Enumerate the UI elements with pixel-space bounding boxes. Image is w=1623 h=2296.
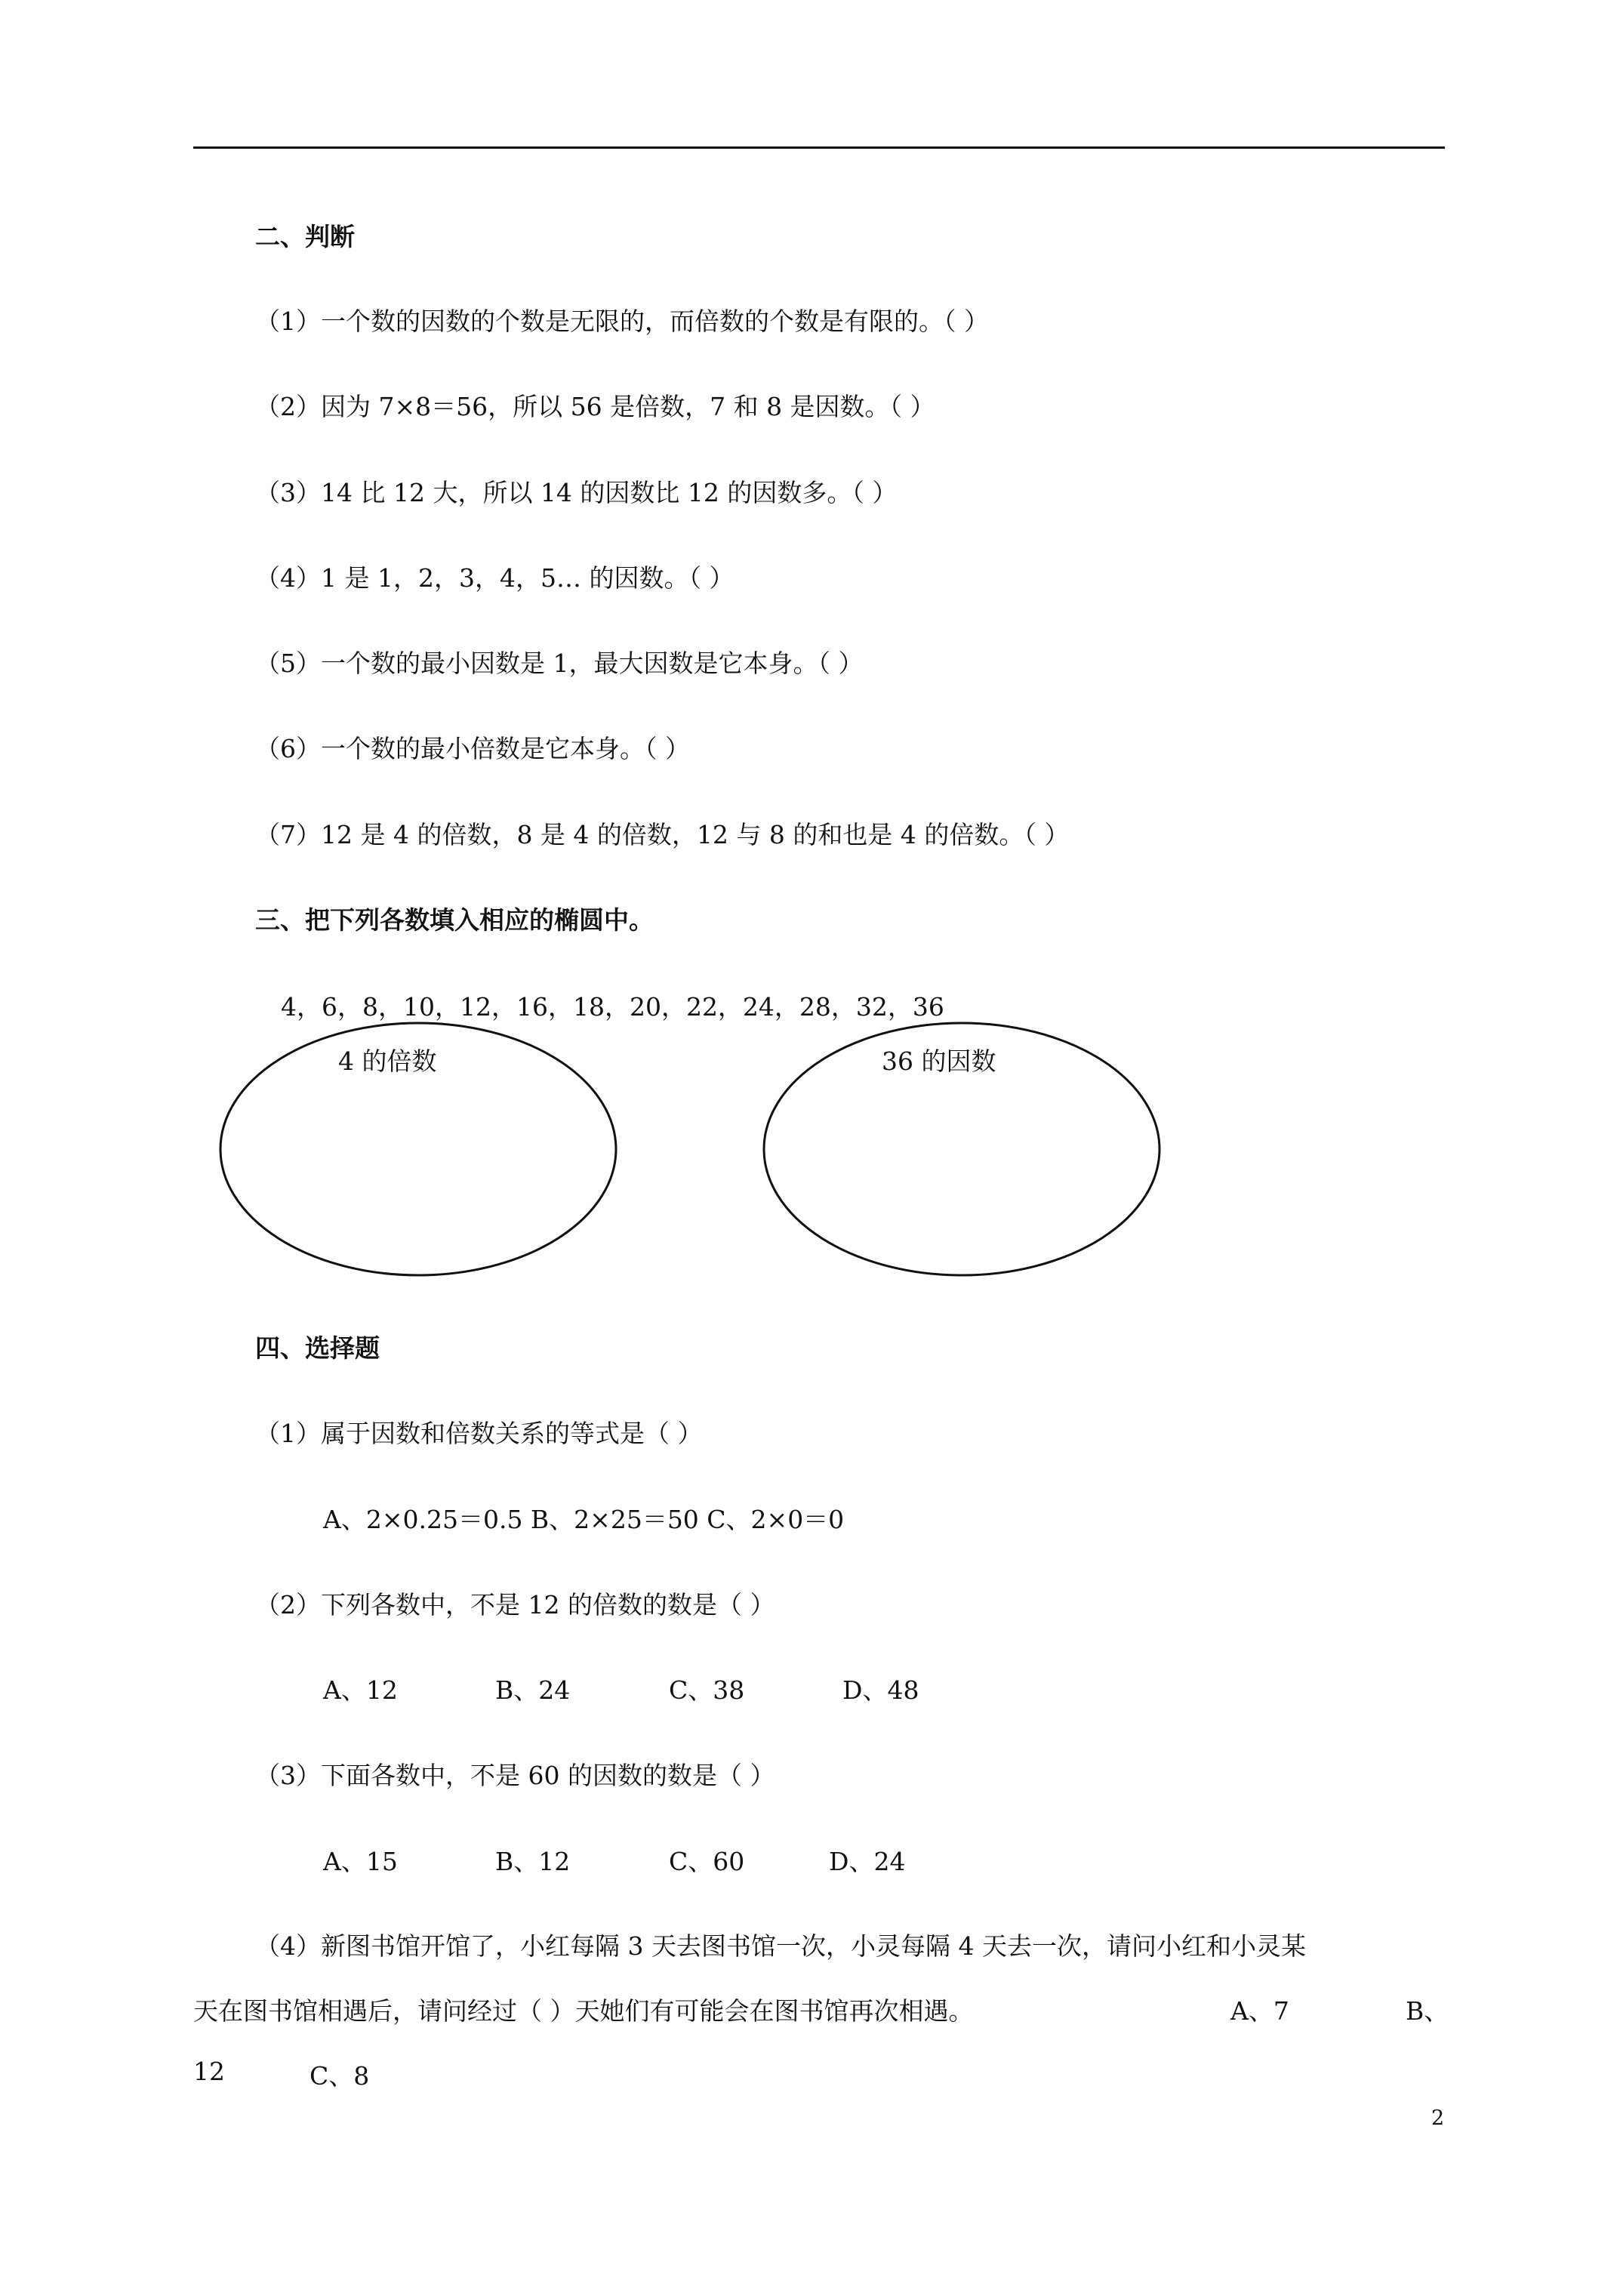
section-3-title: 三、把下列各数填入相应的椭圆中。 [255, 905, 654, 935]
choice-q4-option-c: C、8 [310, 2061, 370, 2091]
judge-item-5: （5）一个数的最小因数是 1，最大因数是它本身。（ ） [255, 649, 864, 678]
section-2-title: 二、判断 [255, 222, 355, 251]
choice-q3-option-d: D、24 [829, 1847, 906, 1876]
choice-q3-option-b: B、12 [495, 1847, 571, 1876]
judge-item-6: （6）一个数的最小倍数是它本身。（ ） [255, 734, 690, 763]
choice-q4-option-a: A、7 [1230, 1996, 1289, 2026]
choice-q4-line-2: 天在图书馆相遇后，请问经过（ ）天她们有可能会在图书馆再次相遇。 [193, 1996, 974, 2026]
ellipse-left-label: 4 的倍数 [338, 1046, 437, 1076]
choice-q4-line-3: 12 [193, 2057, 225, 2086]
judge-item-3: （3）14 比 12 大，所以 14 的因数比 12 的因数多。（ ） [255, 478, 898, 507]
choice-q2-stem: （2）下列各数中，不是 12 的倍数的数是（ ） [255, 1590, 775, 1620]
judge-item-1: （1）一个数的因数的个数是无限的，而倍数的个数是有限的。（ ） [255, 307, 989, 336]
choice-q2-option-d: D、48 [842, 1675, 919, 1705]
choice-q1-stem: （1）属于因数和倍数关系的等式是（ ） [255, 1419, 703, 1448]
choice-q1-options: A、2×0.25＝0.5 B、2×25＝50 C、2×0＝0 [323, 1505, 845, 1534]
choice-q4-option-b: B、 [1406, 1996, 1449, 2026]
page-number: 2 [1431, 2106, 1445, 2130]
choice-q3-option-c: C、60 [669, 1847, 745, 1876]
choice-q2-option-a: A、12 [323, 1675, 398, 1705]
section-4-title: 四、选择题 [255, 1333, 380, 1363]
choice-q3-stem: （3）下面各数中，不是 60 的因数的数是（ ） [255, 1761, 775, 1790]
judge-item-2: （2）因为 7×8＝56，所以 56 是倍数，7 和 8 是因数。（ ） [255, 392, 935, 421]
choice-q2-option-b: B、24 [495, 1675, 571, 1705]
choice-q4-line-1: （4）新图书馆开馆了，小红每隔 3 天去图书馆一次，小灵每隔 4 天去一次，请问小红和小灵某 [255, 1931, 1306, 1961]
judge-item-7: （7）12 是 4 的倍数，8 是 4 的倍数，12 与 8 的和也是 4 的倍数。（ ） [255, 820, 1070, 849]
ellipse-right-label: 36 的因数 [882, 1046, 996, 1076]
choice-q3-option-a: A、15 [323, 1847, 398, 1876]
choice-q2-option-c: C、38 [669, 1675, 745, 1705]
number-list: 4，6，8，10，12，16，18，20，22，24，28，32，36 [281, 992, 944, 1022]
judge-item-4: （4）1 是 1，2，3，4，5… 的因数。（ ） [255, 563, 735, 593]
